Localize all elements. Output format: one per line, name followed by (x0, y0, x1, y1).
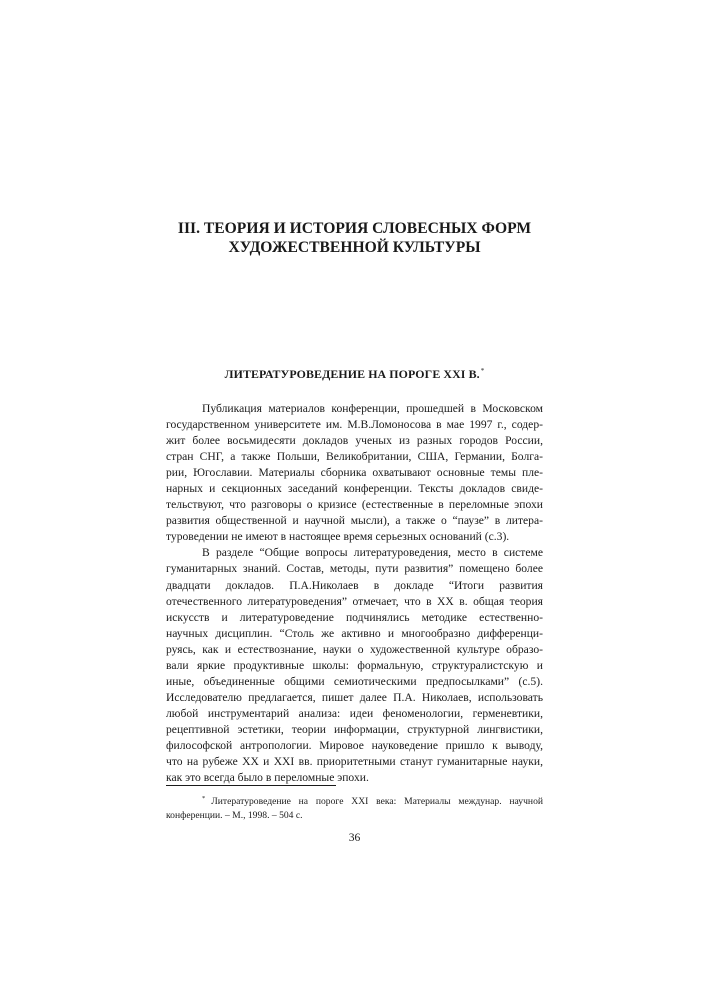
body-line: научных дисциплин. “Столь же активно и многообразно дифференци- (166, 626, 543, 640)
body-line: как это всегда было в переломные эпохи. (166, 771, 369, 785)
body-line: гуманитарных знаний. Состав, методы, пути развития” помещено более (166, 562, 543, 576)
page-number: 36 (348, 831, 361, 844)
body-line: иные, объединенные общими семиотическими предпосылками” (с.5). (166, 674, 543, 688)
body-line: государственном университете им. М.В.Ломоносова в мае 1997 г., содер- (166, 418, 543, 432)
footnote-line-1 (166, 792, 543, 809)
body-line: философской антропологии. Мировое науковедение пришло к выводу, (166, 738, 543, 752)
footnote (166, 792, 543, 822)
section-title-line-2: ХУДОЖЕСТВЕННОЙ КУЛЬТУРЫ (228, 238, 481, 256)
body-line: что на рубеже XX и XXI вв. приоритетными станут гуманитарные науки, (166, 755, 543, 769)
body-line: рии, Югославии. Материалы сборника охватывают основные темы пле- (166, 466, 543, 480)
body-line: вали яркие продуктивные школы: формальную, структуралистскую и (166, 658, 543, 672)
article-title (150, 367, 559, 382)
body-line: искусств и литературоведение подчинялись методике естественно- (166, 610, 543, 624)
footnote-line-2: конференции. – М., 1998. – 504 с. (166, 809, 303, 821)
body-line: нарных и секционных заседаний конференции. Тексты докладов свиде- (166, 482, 543, 496)
body-line: отечественного литературоведения” отмечает, что в XX в. общая теория (166, 594, 543, 608)
article-title-text: ЛИТЕРАТУРОВЕДЕНИЕ НА ПОРОГЕ XXI В. (224, 367, 480, 381)
body-line: любой инструментарий анализа: идеи феноменологии, герменевтики, (166, 706, 543, 720)
footnote-text: Литературоведение на пороге XXI века: Материалы междунар. научной (211, 796, 543, 807)
section-title-line-1: III. ТЕОРИЯ И ИСТОРИЯ СЛОВЕСНЫХ ФОРМ (177, 220, 532, 237)
article-body (166, 401, 543, 786)
body-line: рецептивной эстетики, теории информации, структурной лингвистики, (166, 722, 543, 736)
body-line: жит более восьмидесяти докладов ученых из разных городов России, (166, 434, 543, 448)
body-line: двадцати докладов. П.А.Николаев в докладе “Итоги развития (166, 578, 543, 592)
body-line: стран СНГ, а также Польши, Великобритании, США, Германии, Болга- (166, 450, 543, 464)
footnote-reference-mark: * (480, 367, 485, 375)
body-line: В разделе “Общие вопросы литературоведения, место в системе (202, 546, 543, 560)
section-title (150, 220, 559, 257)
body-line: Публикация материалов конференции, прошедшей в Московском (202, 402, 543, 415)
footnote-divider (166, 785, 336, 786)
body-line: тельствуют, что разговоры о кризисе (естественные в переломные эпохи (166, 498, 543, 512)
body-line: Исследователю предлагается, пишет далее П.А. Николаев, использовать (166, 690, 543, 704)
body-line: туроведении не имеют в настоящее время серьезных оснований (с.3). (166, 530, 510, 544)
body-line: руясь, как и естествознание, науки о художественной культуре образо- (166, 642, 543, 656)
footnote-mark: * (202, 795, 206, 802)
body-line: развития общественной и научной мысли), а также о “паузе” в литера- (166, 514, 543, 528)
